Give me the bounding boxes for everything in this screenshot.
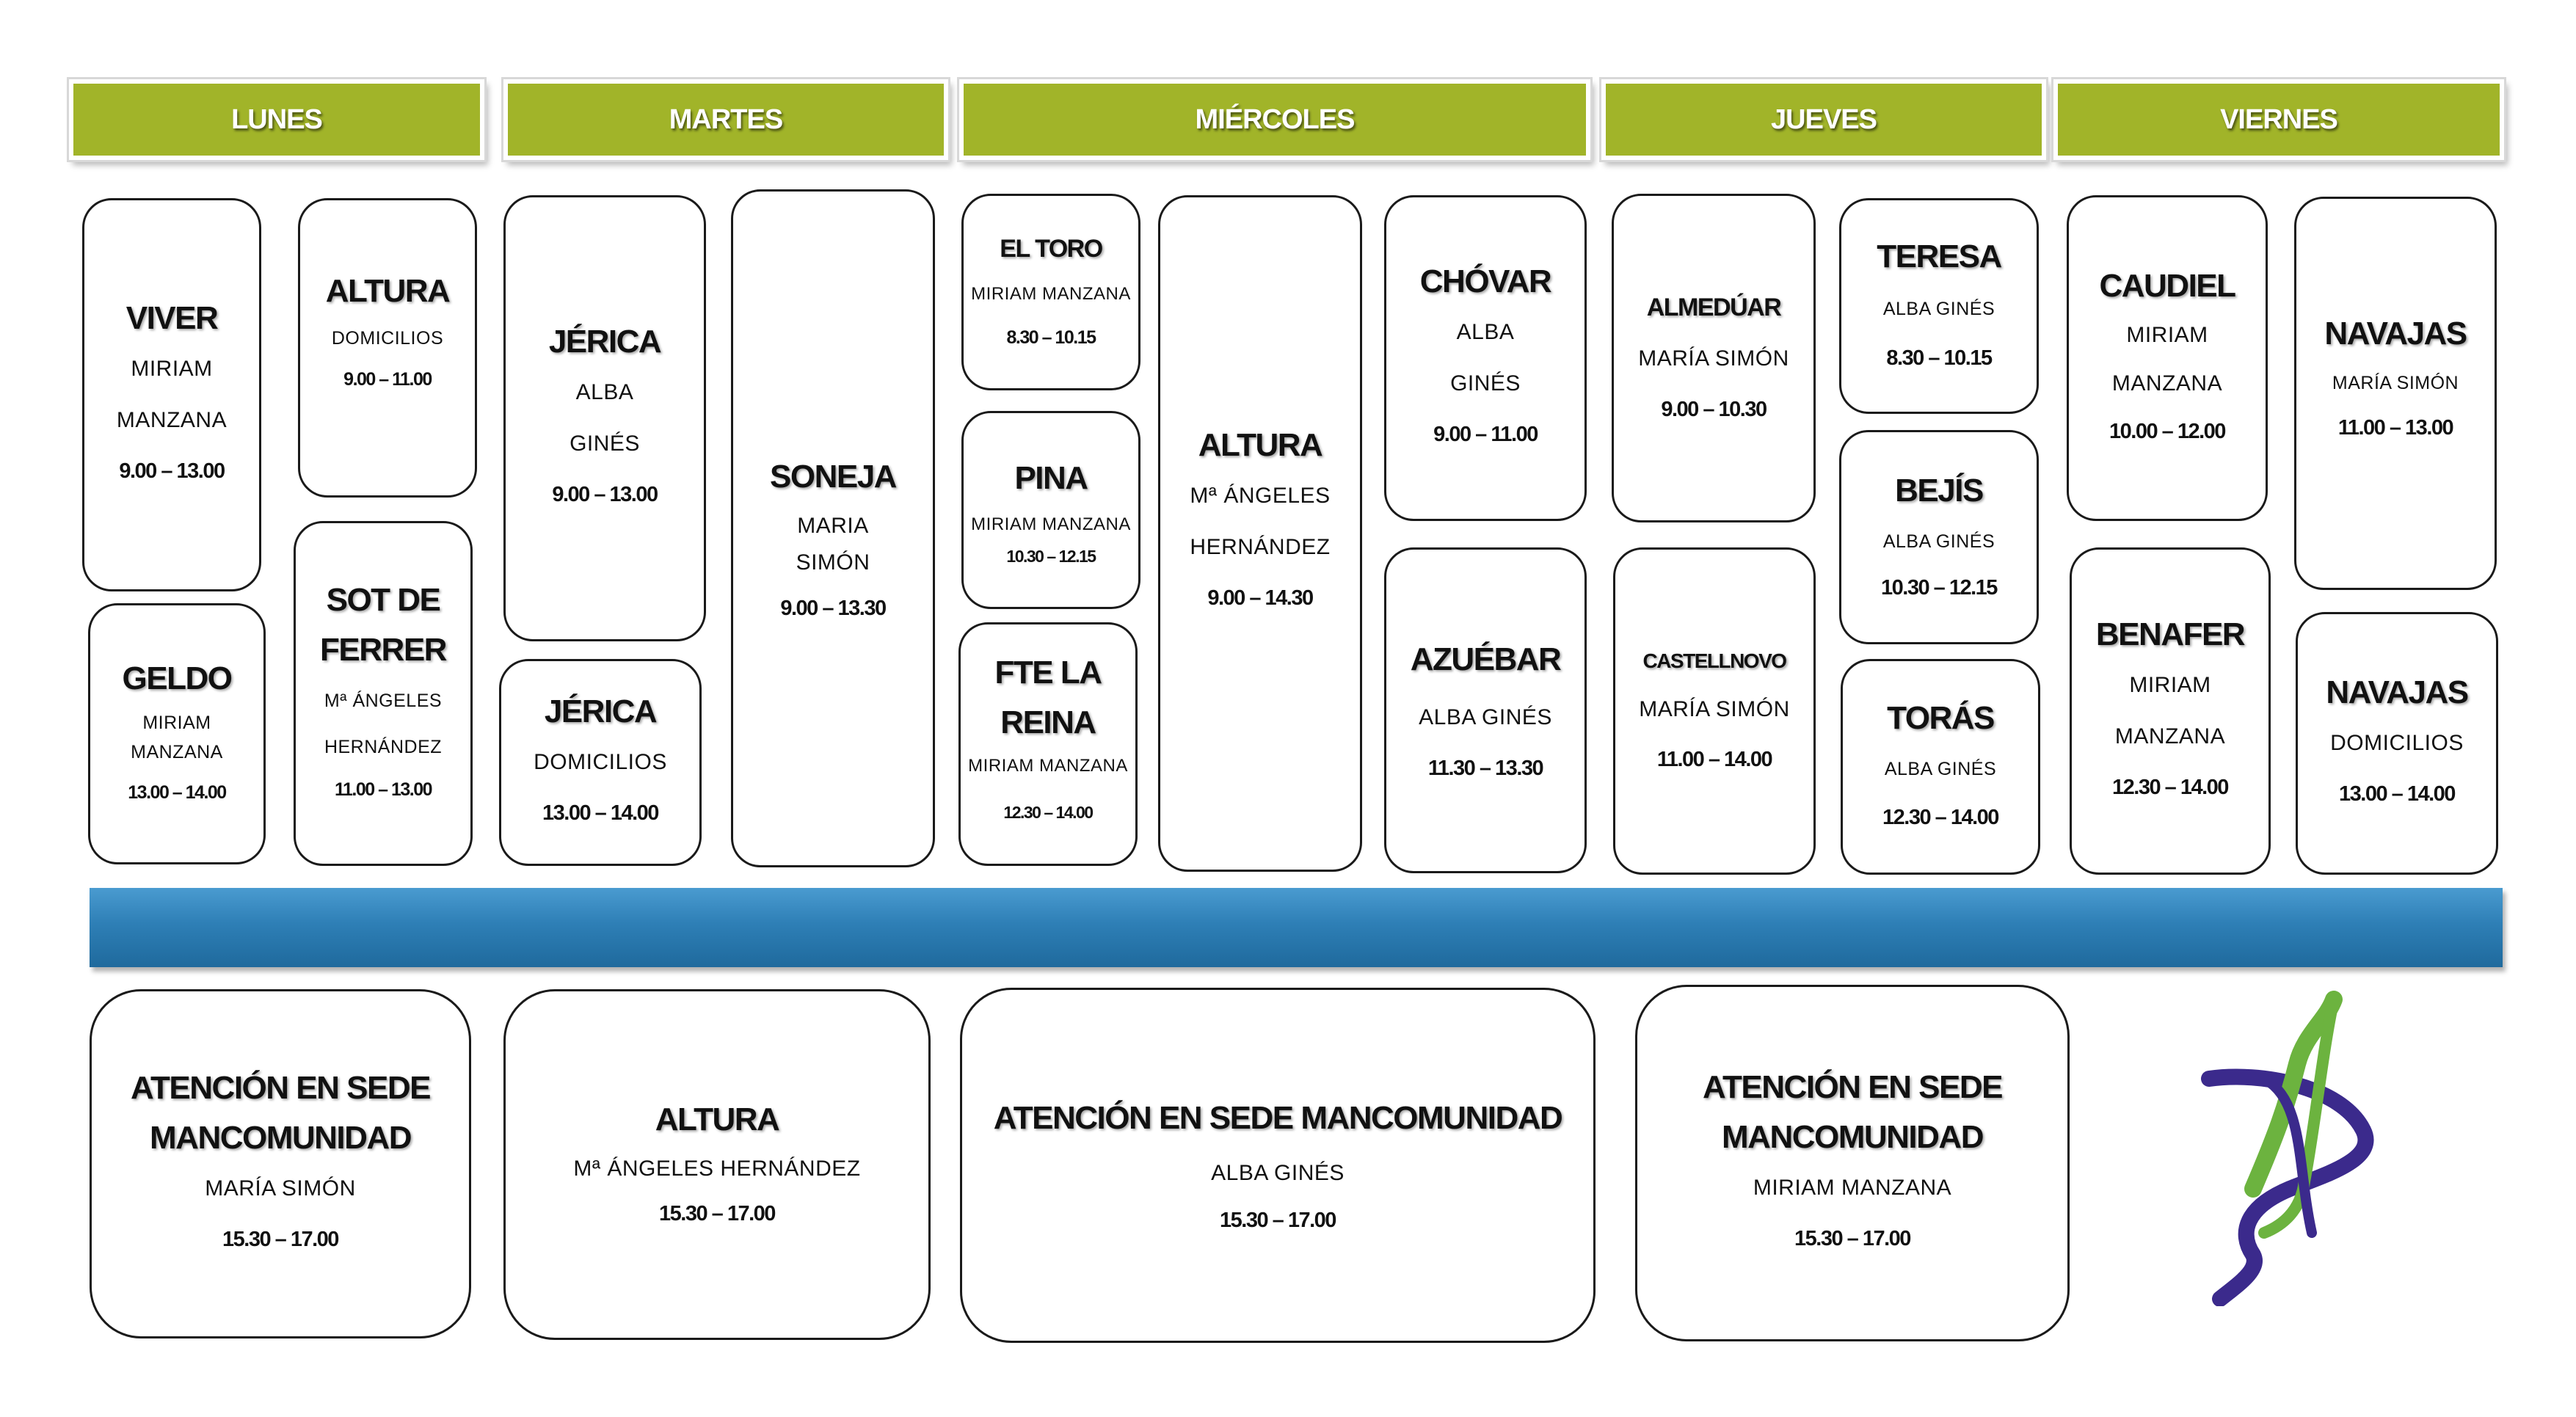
day-header-viernes: VIERNES [2053,79,2504,160]
card-title: FERRER [320,632,446,668]
card-time: 12.30 – 14.00 [1003,803,1093,822]
card-person: MANZANA [116,408,228,432]
card-person: Mª ÁNGELES HERNÁNDEZ [573,1156,861,1181]
card-bejis [1839,430,2039,644]
card-altura-lunes [298,198,477,498]
divider-band [90,888,2503,967]
day-header-lunes: LUNES [69,79,484,160]
card-chovar [1384,195,1587,521]
card-title: MANCOMUNIDAD [150,1120,411,1156]
card-person: ALBA GINÉS [1882,531,1995,552]
card-time: 15.30 – 17.00 [1220,1209,1336,1232]
card-time: 12.30 – 14.00 [2112,776,2228,799]
card-title: ALTURA [655,1101,779,1137]
card-person: ALBA [1456,320,1515,344]
card-title: ATENCIÓN EN SEDE MANCOMUNIDAD [993,1100,1562,1136]
card-sede-miercoles [960,988,1596,1343]
card-person: MARÍA SIMÓN [1639,697,1790,721]
card-title: NAVAJAS [2326,674,2468,710]
card-person: HERNÁNDEZ [1190,535,1331,559]
day-header-martes: MARTES [503,79,948,160]
card-title: FTE LA [994,655,1102,691]
card-title: ATENCIÓN EN SEDE [131,1070,430,1106]
card-time: 11.00 – 14.00 [1656,748,1772,771]
card-title: SOT DE [326,582,440,618]
card-azuebar [1384,547,1587,873]
card-time: 8.30 – 10.15 [1886,346,1992,370]
card-detail: DOMICILIOS [2330,731,2464,755]
card-title: ALTURA [325,273,450,309]
card-time: 9.00 – 11.00 [1433,423,1538,446]
card-title: JÉRICA [548,324,661,360]
card-time: 9.00 – 11.00 [343,369,432,390]
card-person: MARIA [797,514,869,538]
card-person: MANZANA [131,742,223,762]
card-title: BENAFER [2095,616,2245,652]
card-person: ALBA GINÉS [1419,705,1552,729]
card-time: 13.00 – 14.00 [2339,782,2455,806]
card-person: ALBA GINÉS [1884,759,1997,779]
card-person: MANZANA [2111,371,2223,396]
card-time: 15.30 – 17.00 [222,1228,338,1251]
card-title: GELDO [122,660,232,696]
card-time: 9.00 – 10.30 [1661,398,1767,421]
card-person: MARÍA SIMÓN [205,1176,356,1201]
card-title: CHÓVAR [1419,263,1551,299]
card-time: 10.30 – 12.15 [1881,576,1997,600]
card-soneja [731,189,935,867]
card-geldo [88,603,266,864]
card-person: MIRIAM MANZANA [971,284,1131,304]
card-title: BEJÍS [1895,473,1983,509]
card-time: 13.00 – 14.00 [542,801,658,825]
card-title: CASTELLNOVO [1642,649,1786,672]
card-detail: DOMICILIOS [331,328,444,349]
card-teresa [1839,198,2039,414]
card-jerica-1 [503,195,706,641]
card-person: MIRIAM [131,357,213,381]
card-sot-de-ferrer [294,521,473,866]
card-person: GINÉS [1450,371,1521,396]
card-person: MIRIAM MANZANA [1753,1176,1952,1200]
card-altura-miercoles [1158,195,1362,872]
card-title: ALMEDÚAR [1646,294,1781,321]
card-jerica-2 [499,659,702,866]
card-time: 11.30 – 13.30 [1427,757,1543,780]
card-time: 11.00 – 13.00 [2337,416,2453,440]
card-time: 10.30 – 12.15 [1006,547,1096,566]
card-person: SIMÓN [796,550,870,575]
card-person: MANZANA [2114,724,2226,748]
card-person: ALBA GINÉS [1211,1161,1345,1185]
card-time: 9.00 – 13.00 [552,483,658,506]
card-person: ALBA [575,380,634,404]
card-navajas-2 [2296,612,2498,875]
card-time: 9.00 – 13.30 [780,597,886,620]
card-person: MIRIAM [2129,673,2211,697]
card-altura-tarde [503,989,931,1340]
card-title: AZUÉBAR [1410,641,1561,677]
card-detail: DOMICILIOS [534,750,667,774]
card-title: PINA [1014,460,1088,496]
card-title: NAVAJAS [2324,316,2467,351]
card-title: TORÁS [1887,700,1994,736]
card-title: EL TORO [1000,235,1102,263]
card-title: SONEJA [770,459,896,495]
card-title: TERESA [1877,238,2001,274]
card-person: HERNÁNDEZ [324,737,443,757]
card-pina [961,411,1140,609]
card-time: 9.00 – 14.30 [1207,586,1313,610]
card-person: MIRIAM MANZANA [971,514,1131,534]
card-time: 13.00 – 14.00 [128,782,226,803]
card-person: ALBA GINÉS [1882,299,1995,319]
card-toras [1841,659,2040,875]
card-time: 12.30 – 14.00 [1882,806,1998,829]
card-title: VIVER [125,300,218,336]
card-title: JÉRICA [544,693,657,729]
card-time: 8.30 – 10.15 [1006,327,1096,348]
card-fte-la-reina [958,622,1138,866]
card-person: Mª ÁNGELES [1190,484,1331,508]
card-time: 10.00 – 12.00 [2109,420,2225,443]
day-header-miercoles: MIÉRCOLES [959,79,1590,160]
day-header-jueves: JUEVES [1601,79,2046,160]
card-title: CAUDIEL [2099,268,2235,304]
card-title: ALTURA [1198,427,1322,463]
card-person: MIRIAM [142,713,211,733]
card-el-toro [961,194,1140,390]
card-title: ATENCIÓN EN SEDE [1703,1069,2002,1105]
card-time: 11.00 – 13.00 [334,779,432,800]
card-viver [82,198,261,591]
card-person: Mª ÁNGELES [324,691,443,711]
card-person: MARÍA SIMÓN [2332,373,2459,393]
card-benafer [2070,547,2271,875]
card-time: 9.00 – 13.00 [119,459,225,483]
card-sede-lunes [90,989,471,1338]
card-person: MIRIAM [2126,323,2208,347]
card-navajas-1 [2294,197,2497,590]
card-almeduar [1612,194,1816,522]
card-sede-jueves [1635,985,2070,1341]
card-person: MARÍA SIMÓN [1638,346,1789,371]
card-person: GINÉS [570,431,640,456]
card-person: MIRIAM MANZANA [968,756,1128,776]
card-time: 15.30 – 17.00 [659,1202,775,1225]
mancomunidad-logo-icon [2194,991,2385,1306]
card-time: 15.30 – 17.00 [1794,1227,1910,1250]
card-caudiel [2067,195,2268,521]
card-title: MANCOMUNIDAD [1722,1119,1983,1155]
card-castellnovo [1613,547,1816,875]
card-title: REINA [1000,704,1096,740]
